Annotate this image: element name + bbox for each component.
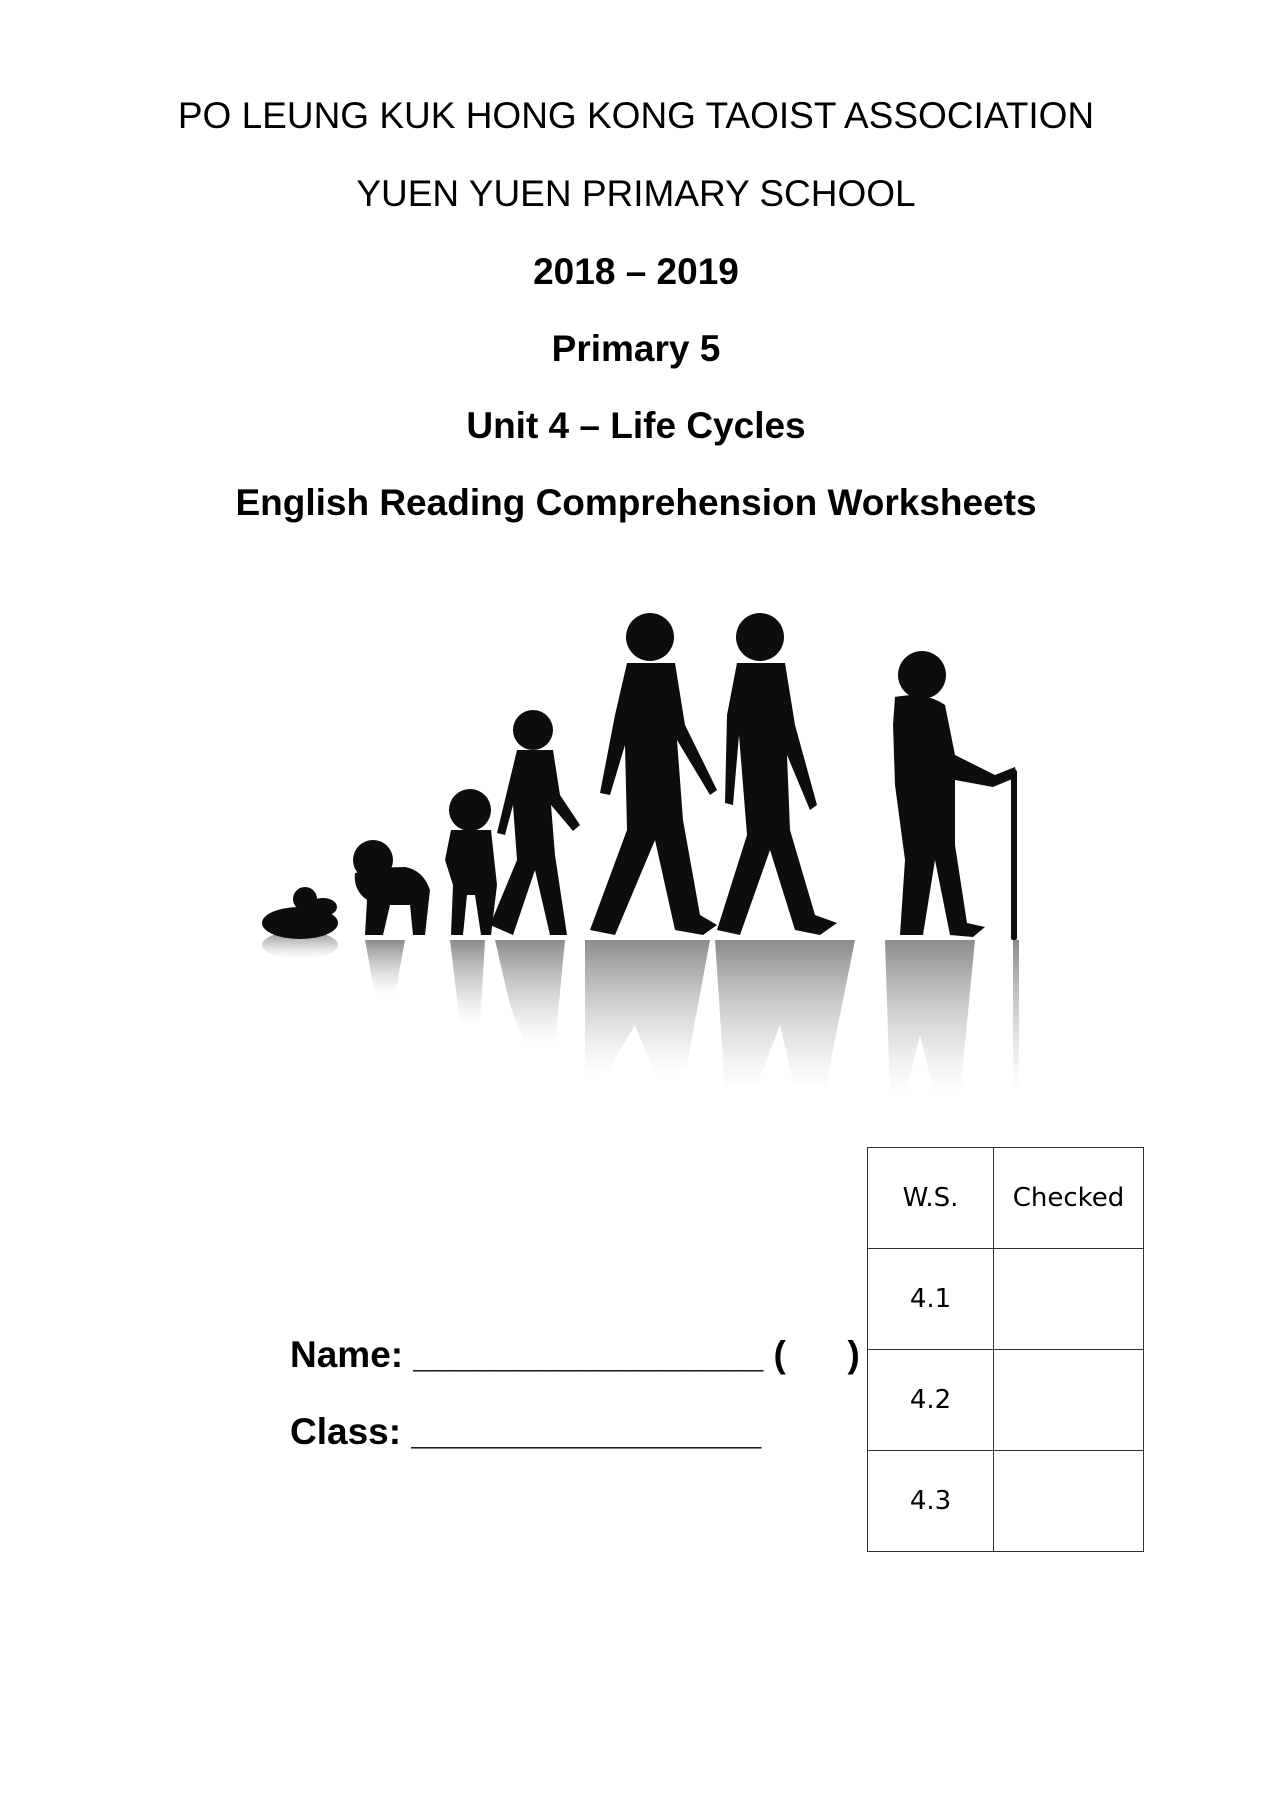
worksheet-checklist-table	[867, 1147, 1144, 1552]
silhouette-reflection	[262, 931, 1019, 1095]
worksheet-number: 4.1	[868, 1249, 994, 1350]
student-name-field[interactable]: Name: _________________ ( )	[290, 1334, 860, 1375]
table-row	[868, 1249, 1144, 1350]
association-name: PO LEUNG KUK HONG KONG TAOIST ASSOCIATION	[177, 95, 1095, 136]
baby-silhouette	[262, 887, 338, 939]
grade-level: Primary 5	[551, 328, 721, 369]
student-class-field[interactable]: Class: _________________	[290, 1411, 762, 1452]
worksheet-number: 4.2	[868, 1350, 994, 1451]
crawling-toddler-silhouette	[353, 840, 430, 935]
worksheet-title: English Reading Comprehension Worksheets	[235, 482, 1037, 523]
standing-baby-silhouette	[445, 789, 497, 935]
child-silhouette	[490, 710, 580, 935]
elderly-silhouette	[893, 651, 1017, 940]
life-cycle-illustration	[255, 605, 1035, 1100]
table-row	[868, 1350, 1144, 1451]
table-row	[868, 1451, 1144, 1552]
middle-aged-silhouette	[717, 613, 837, 935]
checked-cell[interactable]	[994, 1451, 1144, 1552]
school-year: 2018 – 2019	[533, 251, 739, 292]
checked-cell[interactable]	[994, 1350, 1144, 1451]
school-name: YUEN YUEN PRIMARY SCHOOL	[356, 173, 916, 214]
table-header-row	[868, 1148, 1144, 1249]
checked-cell[interactable]	[994, 1249, 1144, 1350]
worksheet-number: 4.3	[868, 1451, 994, 1552]
header-checked: Checked	[994, 1148, 1144, 1249]
header-worksheet: W.S.	[868, 1148, 994, 1249]
unit-title: Unit 4 – Life Cycles	[466, 405, 806, 446]
adult-silhouette	[590, 613, 717, 935]
